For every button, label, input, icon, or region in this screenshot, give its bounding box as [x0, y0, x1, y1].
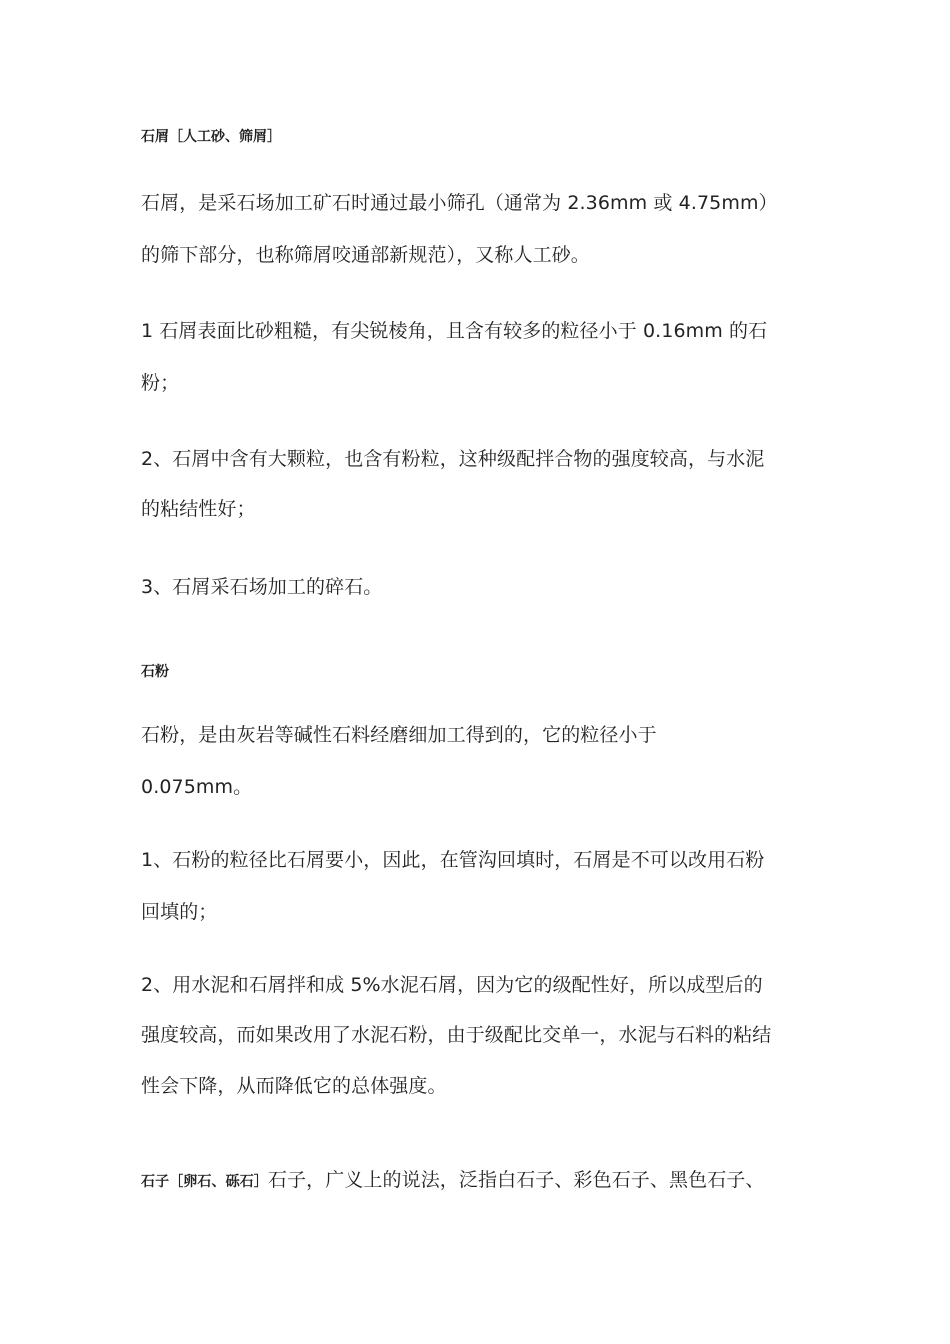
- paragraph-line: 石粉，是由灰岩等碱性石料经磨细加工得到的，它的粒径小于: [141, 724, 657, 746]
- list-item-line: 粉；: [141, 372, 180, 394]
- section-heading-shixie: 石屑［人工砂、筛屑］: [141, 129, 281, 145]
- section-heading-shifen: 石粉: [141, 664, 169, 680]
- list-item-line: 1、石粉的粒径比石屑要小，因此，在管沟回填时，石屑是不可以改用石粉: [141, 849, 765, 871]
- section-heading-shizi: 石子［卵石、砾石］: [141, 1174, 268, 1190]
- list-item-line: 1 石屑表面比砂粗糙，有尖锐棱角，且含有较多的粒径小于 0.16mm 的石: [141, 320, 768, 342]
- list-item-line: 性会下降，从而降低它的总体强度。: [141, 1075, 447, 1097]
- paragraph-line: 石屑，是采石场加工矿石时通过最小筛孔（通常为 2.36mm 或 4.75mm）: [141, 192, 778, 214]
- list-item-line: 回填的；: [141, 901, 218, 923]
- list-item-line: 3、石屑采石场加工的碎石。: [141, 576, 383, 598]
- paragraph-line: 0.075mm。: [141, 776, 253, 798]
- list-item-line: 强度较高，而如果改用了水泥石粉，由于级配比交单一，水泥与石料的粘结: [141, 1024, 772, 1046]
- section-text: 石子，广义上的说法，泛指白石子、彩色石子、黑色石子、: [267, 1169, 765, 1191]
- paragraph-line: [141, 1171, 765, 1190]
- paragraph-line: 的筛下部分，也称筛屑咬通部新规范），又称人工砂。: [141, 244, 590, 266]
- list-item-line: 的粘结性好；: [141, 498, 256, 520]
- list-item-line: 2、用水泥和石屑拌和成 5%水泥石屑，因为它的级配性好，所以成型后的: [141, 974, 763, 996]
- list-item-line: 2、石屑中含有大颗粒，也含有粉粒，这种级配拌合物的强度较高，与水泥: [141, 448, 765, 470]
